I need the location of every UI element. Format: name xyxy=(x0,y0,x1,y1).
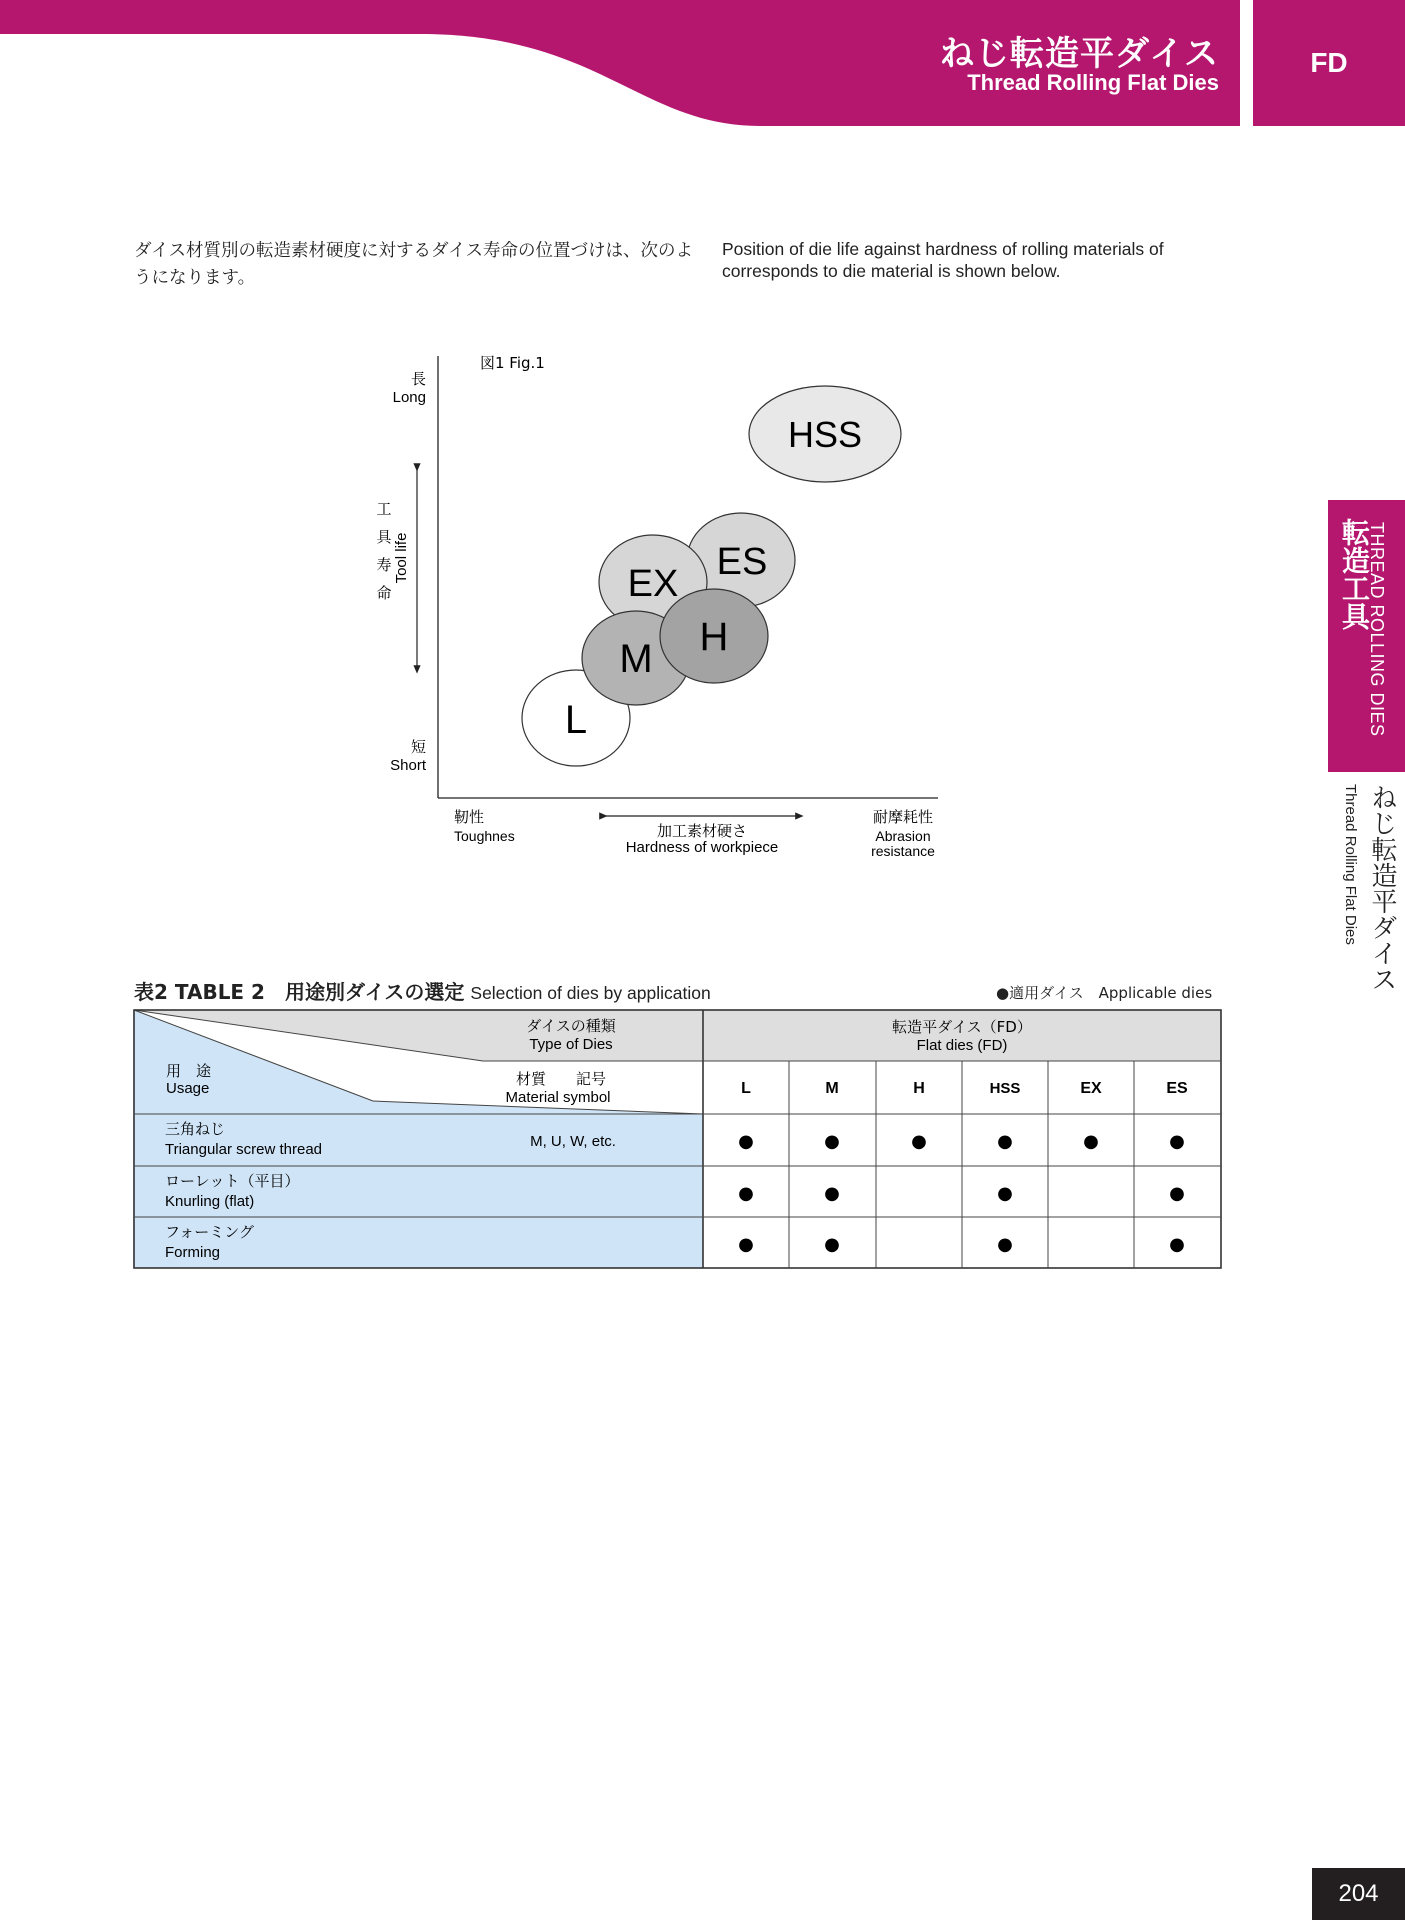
section-code-badge: FD xyxy=(1253,0,1405,126)
col-header-M: M xyxy=(825,1080,839,1097)
page-title-jp: ねじ転造平ダイス xyxy=(940,34,1219,74)
side-tab-category-en: THREAD ROLLING DIES xyxy=(1367,522,1387,737)
row-usage-en: Forming xyxy=(165,1244,221,1261)
material-H-label: H xyxy=(699,615,729,659)
material-H xyxy=(660,589,768,683)
col-header-L: L xyxy=(741,1080,751,1097)
x-left-en: Toughnes xyxy=(454,828,515,844)
col-header-HSS: HSS xyxy=(989,1080,1021,1097)
intro-text-en: Position of die life against hardness of rolling materials of corresponds to die material is shown below. xyxy=(722,239,1164,281)
page-title-en: Thread Rolling Flat Dies xyxy=(967,70,1219,95)
corner-usage-jp: 用 途 xyxy=(166,1062,212,1080)
y-axis-jp-4: 命 xyxy=(376,584,392,602)
intro-text-jp: ダイス材質別の転造素材硬度に対するダイス寿命の位置づけは、次のようになります。 xyxy=(134,241,693,288)
mark-cell: ● xyxy=(824,1183,840,1204)
mark-cell: ● xyxy=(1083,1131,1099,1152)
mark-cell: ● xyxy=(997,1183,1013,1204)
side-tab-category[interactable] xyxy=(1328,500,1405,772)
mark-cell: ● xyxy=(824,1234,840,1255)
x-left-jp: 靭性 xyxy=(454,808,485,826)
col-header-H: H xyxy=(913,1080,925,1097)
x-mid-jp: 加工素材硬さ xyxy=(656,822,748,840)
x-right-jp: 耐摩耗性 xyxy=(872,808,934,826)
col-header-ES: ES xyxy=(1166,1080,1188,1097)
mark-cell: ● xyxy=(738,1131,754,1152)
y-top-en: Long xyxy=(392,389,426,406)
material-HSS-label: HSS xyxy=(787,414,863,455)
y-axis-en: Tool life xyxy=(393,532,410,584)
side-tab-section-jp: ねじ転造平ダイス xyxy=(1367,784,1397,992)
selection-table xyxy=(133,1008,1223,1272)
side-tab-category-jp: 転造工具 xyxy=(1338,518,1371,630)
figure-caption: 図1 Fig.1 xyxy=(480,354,545,372)
y-top-jp: 長 xyxy=(410,370,426,388)
row-usage-jp: フォーミング xyxy=(165,1223,254,1241)
table-caption-jp: 表2 TABLE 2 用途別ダイスの選定 xyxy=(134,980,465,1004)
material-ES-label: ES xyxy=(716,541,768,583)
y-axis-jp-3: 寿 xyxy=(376,556,392,574)
y-bottom-en: Short xyxy=(390,757,426,774)
row-material: M, U, W, etc. xyxy=(530,1133,616,1150)
mark-cell: ● xyxy=(997,1234,1013,1255)
col-header-EX: EX xyxy=(1080,1080,1102,1097)
corner-usage-en: Usage xyxy=(166,1080,210,1097)
side-tab-section-en: Thread Rolling Flat Dies xyxy=(1342,784,1359,945)
side-tab-section[interactable] xyxy=(1328,772,1405,1002)
mark-cell: ● xyxy=(738,1234,754,1255)
row-usage-jp: 三角ねじ xyxy=(165,1120,226,1138)
material-EX-label: EX xyxy=(627,563,679,605)
mark-cell: ● xyxy=(911,1131,927,1152)
material-HSS xyxy=(749,386,901,482)
mark-cell: ● xyxy=(738,1183,754,1204)
y-axis-jp-2: 具 xyxy=(376,528,392,546)
table-legend-note: ●適用ダイス Applicable dies xyxy=(996,984,1213,1002)
die-life-figure xyxy=(360,340,980,870)
group-header-en: Flat dies (FD) xyxy=(916,1037,1008,1054)
corner-material-en: Material symbol xyxy=(505,1089,611,1106)
y-axis-jp-1: 工 xyxy=(376,500,392,518)
row-usage-jp: ローレット（平目） xyxy=(165,1172,300,1190)
mark-cell: ● xyxy=(1169,1183,1185,1204)
x-mid-en: Hardness of workpiece xyxy=(625,839,779,856)
x-right-en-2: resistance xyxy=(871,843,935,859)
mark-cell: ● xyxy=(824,1131,840,1152)
table-caption-en: Selection of dies by application xyxy=(470,983,711,1003)
row-usage-en: Knurling (flat) xyxy=(165,1193,255,1210)
mark-cell: ● xyxy=(1169,1234,1185,1255)
corner-type-en: Type of Dies xyxy=(529,1036,613,1053)
row-usage-en: Triangular screw thread xyxy=(165,1141,323,1158)
corner-material-jp: 材質 記号 xyxy=(515,1070,607,1088)
corner-type-jp: ダイスの種類 xyxy=(526,1017,616,1035)
material-M-label: M xyxy=(619,637,653,681)
material-L-label: L xyxy=(564,698,588,742)
group-header-jp: 転造平ダイス（FD） xyxy=(892,1018,1032,1036)
mark-cell: ● xyxy=(997,1131,1013,1152)
mark-cell: ● xyxy=(1169,1131,1185,1152)
y-bottom-jp: 短 xyxy=(410,738,426,756)
page-number: 204 xyxy=(1312,1868,1405,1920)
table-caption xyxy=(134,976,711,1005)
x-right-en-1: Abrasion xyxy=(875,828,931,844)
